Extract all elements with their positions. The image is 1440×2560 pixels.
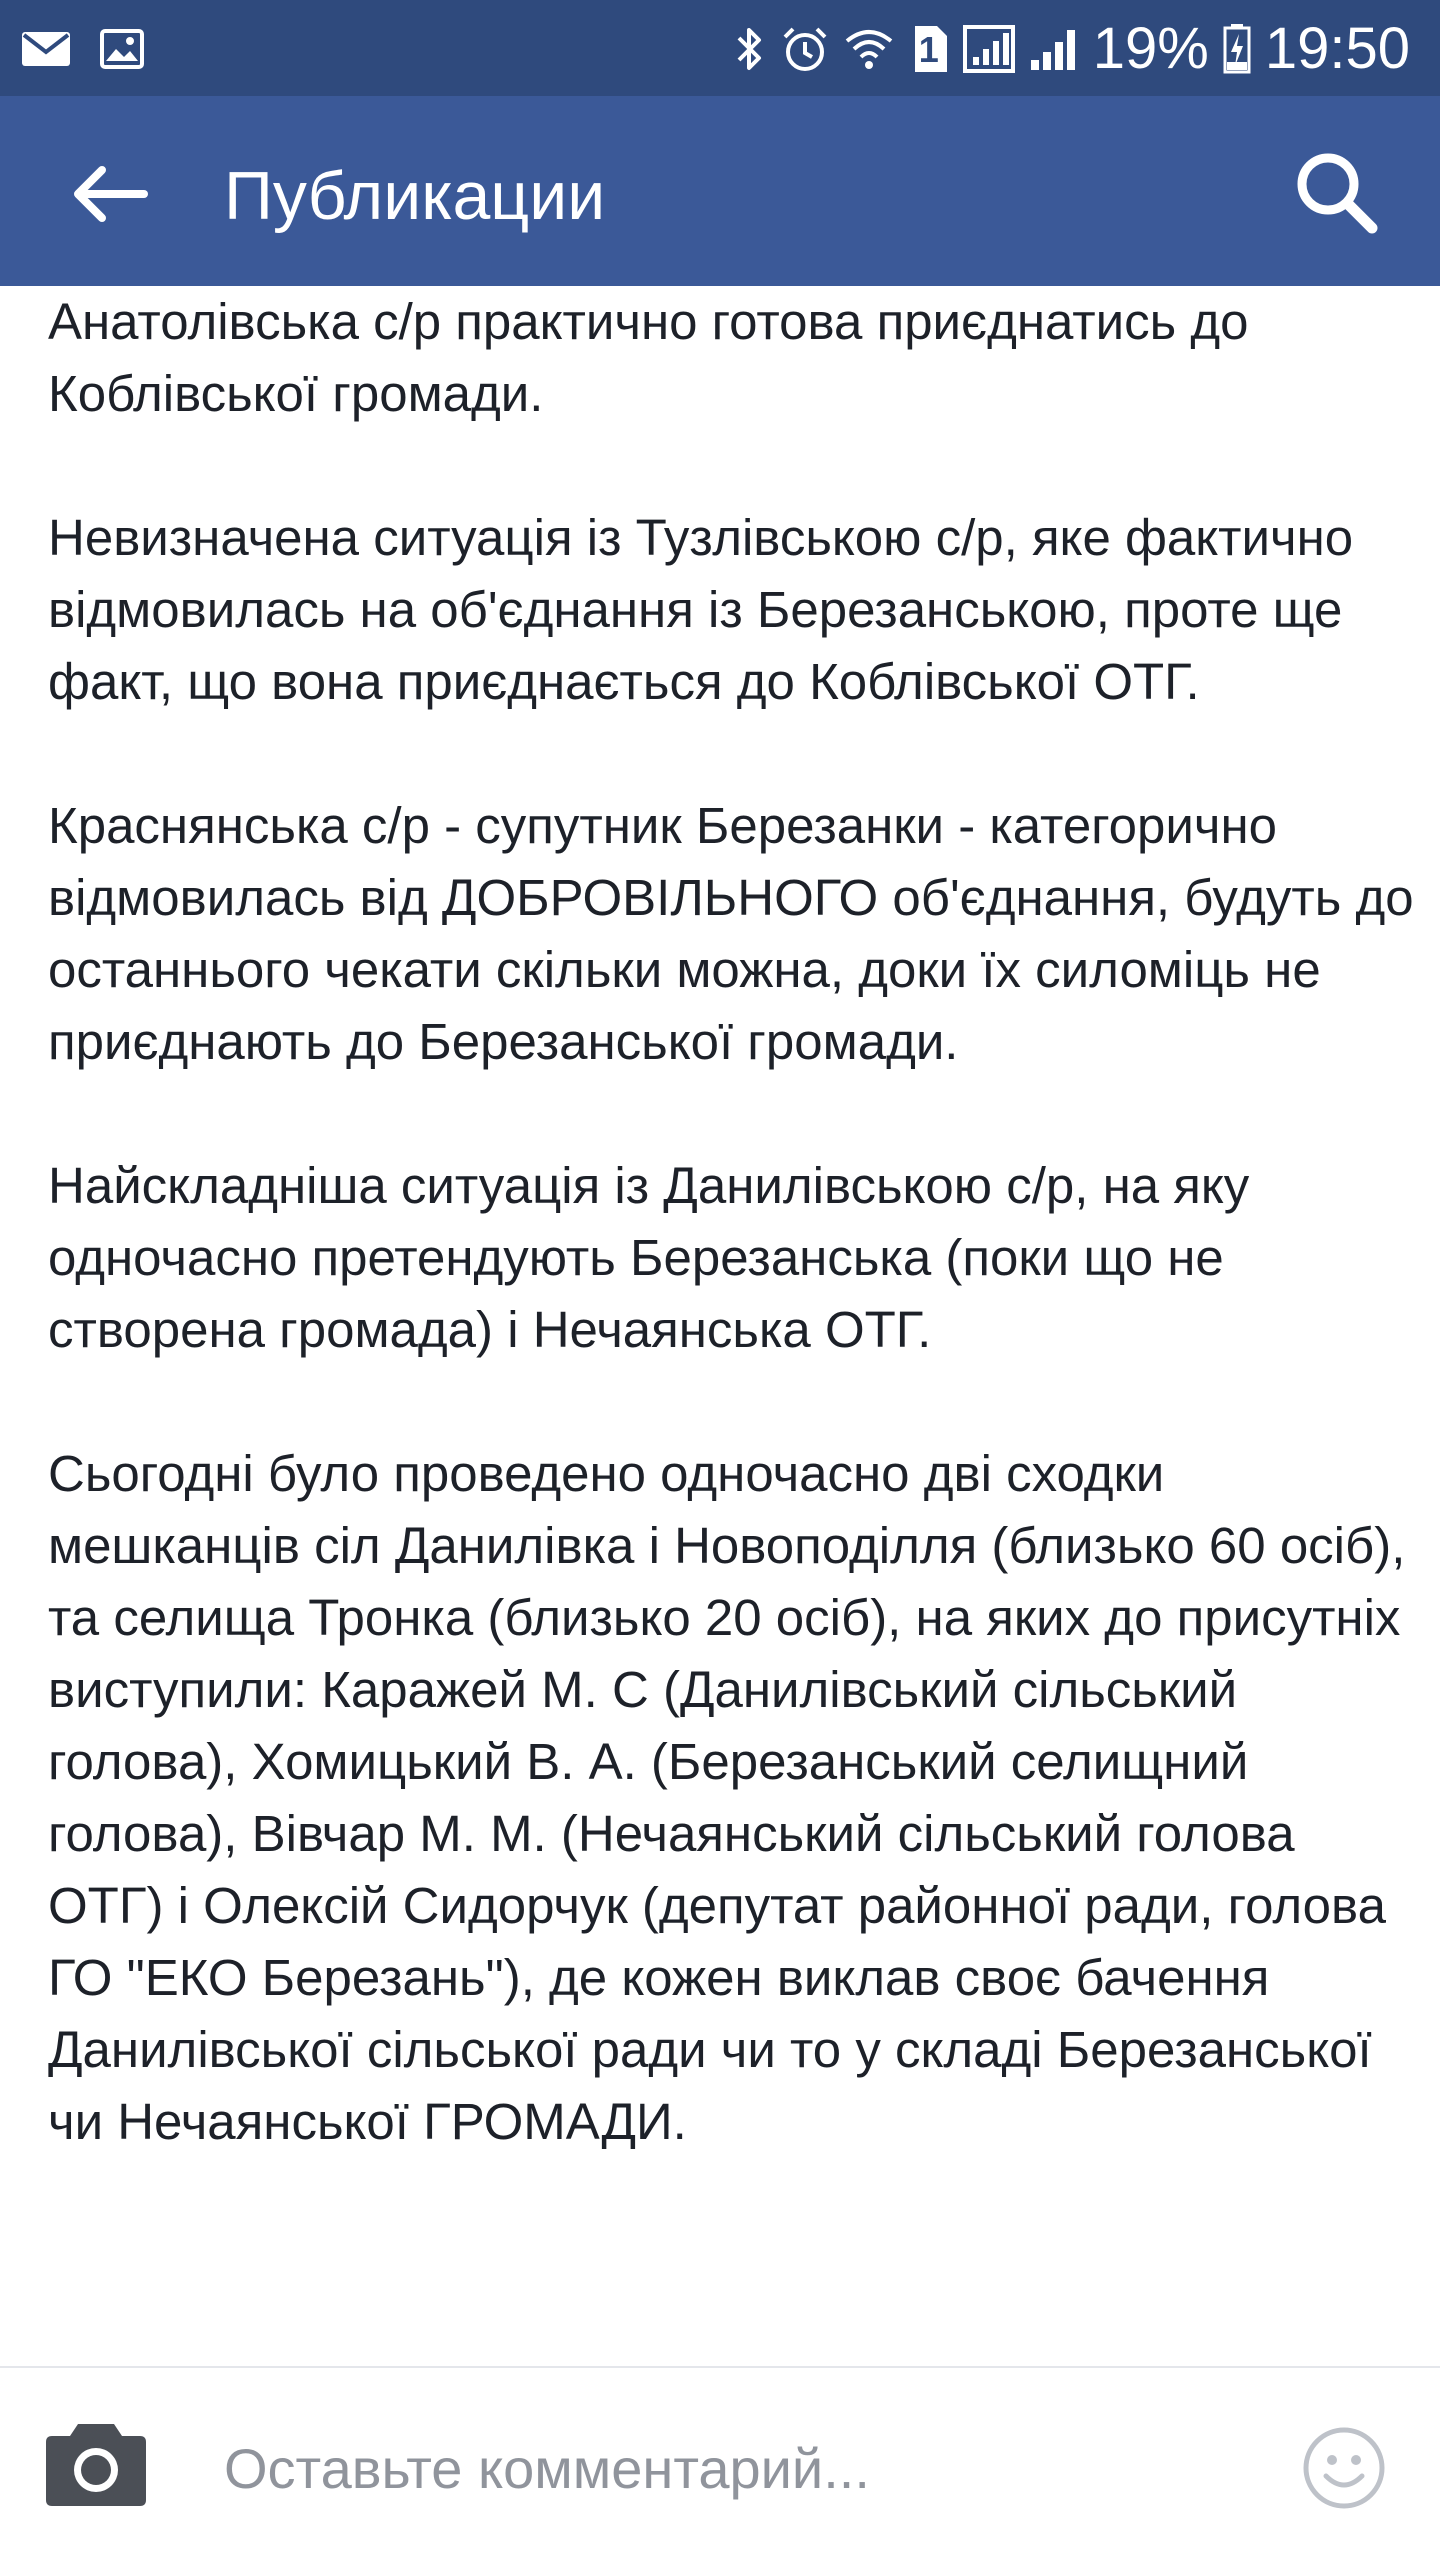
post-paragraph: Анатолівська с/р практично готова приєднатись до Коблівської громади. bbox=[48, 293, 1249, 422]
signal-icon bbox=[1029, 26, 1079, 72]
post-paragraph: Краснянська с/р - супутник Березанки - категорично відмовилась від ДОБРОВІЛЬНОГО об'єднання, будуть до останнього чекати скільки можна, доки їх силоміць не приєднають до Березанської громади. bbox=[48, 797, 1414, 1070]
status-notifications bbox=[22, 22, 144, 76]
post-paragraph: Найскладніша ситуація із Данилівською с/р, на яку одночасно претендують Березанська (поки що не створена громада) і Нечаянська ОТГ. bbox=[48, 1157, 1250, 1358]
arrow-left-icon bbox=[72, 164, 148, 229]
search-icon bbox=[1294, 150, 1378, 239]
comment-bar bbox=[0, 2366, 1440, 2560]
battery-percent: 19% bbox=[1092, 16, 1209, 81]
status-indicators bbox=[733, 14, 1410, 84]
post-text bbox=[48, 286, 1420, 2230]
back-button[interactable] bbox=[62, 148, 158, 244]
mail-icon bbox=[22, 32, 70, 66]
image-icon bbox=[100, 29, 144, 69]
alarm-icon bbox=[781, 25, 829, 73]
sim-icon bbox=[909, 24, 949, 74]
emoji-button[interactable] bbox=[1302, 2426, 1386, 2510]
signal-icon bbox=[963, 25, 1015, 73]
search-button[interactable] bbox=[1284, 142, 1388, 246]
emoji-icon bbox=[1302, 2497, 1386, 2514]
wifi-icon bbox=[843, 25, 895, 73]
camera-button[interactable] bbox=[44, 2420, 148, 2516]
page-title: Публикации bbox=[224, 158, 606, 234]
camera-icon bbox=[44, 2495, 148, 2512]
post-content[interactable] bbox=[0, 286, 1440, 2366]
comment-input[interactable] bbox=[224, 2418, 1264, 2518]
status-bar bbox=[0, 0, 1440, 96]
bluetooth-icon bbox=[733, 26, 767, 72]
app-bar bbox=[0, 96, 1440, 286]
post-paragraph: Сьогодні було проведено одночасно дві сходки мешканців сіл Данилівка і Новоподілля (близько 60 осіб), та селища Тронка (близько 20 осіб), на яких до присутніх виступили: Каражей М. С (Данилівський сільський голова), Хомицький В. А. (Березанський селищний голова), Вівчар М. М. (Нечаянський сільський голова ОТГ) і Олексій Сидорчук (депутат районної ради, голова ГО "ЕКО Березань"), де кожен виклав своє бачення Данилівської сільської ради чи то у складі Березанської чи Нечаянської ГРОМАДИ. bbox=[48, 1445, 1406, 2150]
status-time: 19:50 bbox=[1264, 16, 1410, 81]
battery-charging-icon bbox=[1223, 24, 1251, 74]
post-paragraph: Невизначена ситуація із Тузлівською с/р, яке фактично відмовилась на об'єднання із Березанською, проте ще факт, що вона приєднається до Коблівської ОТГ. bbox=[48, 509, 1354, 710]
sim-slot-label: 1 bbox=[918, 29, 939, 70]
